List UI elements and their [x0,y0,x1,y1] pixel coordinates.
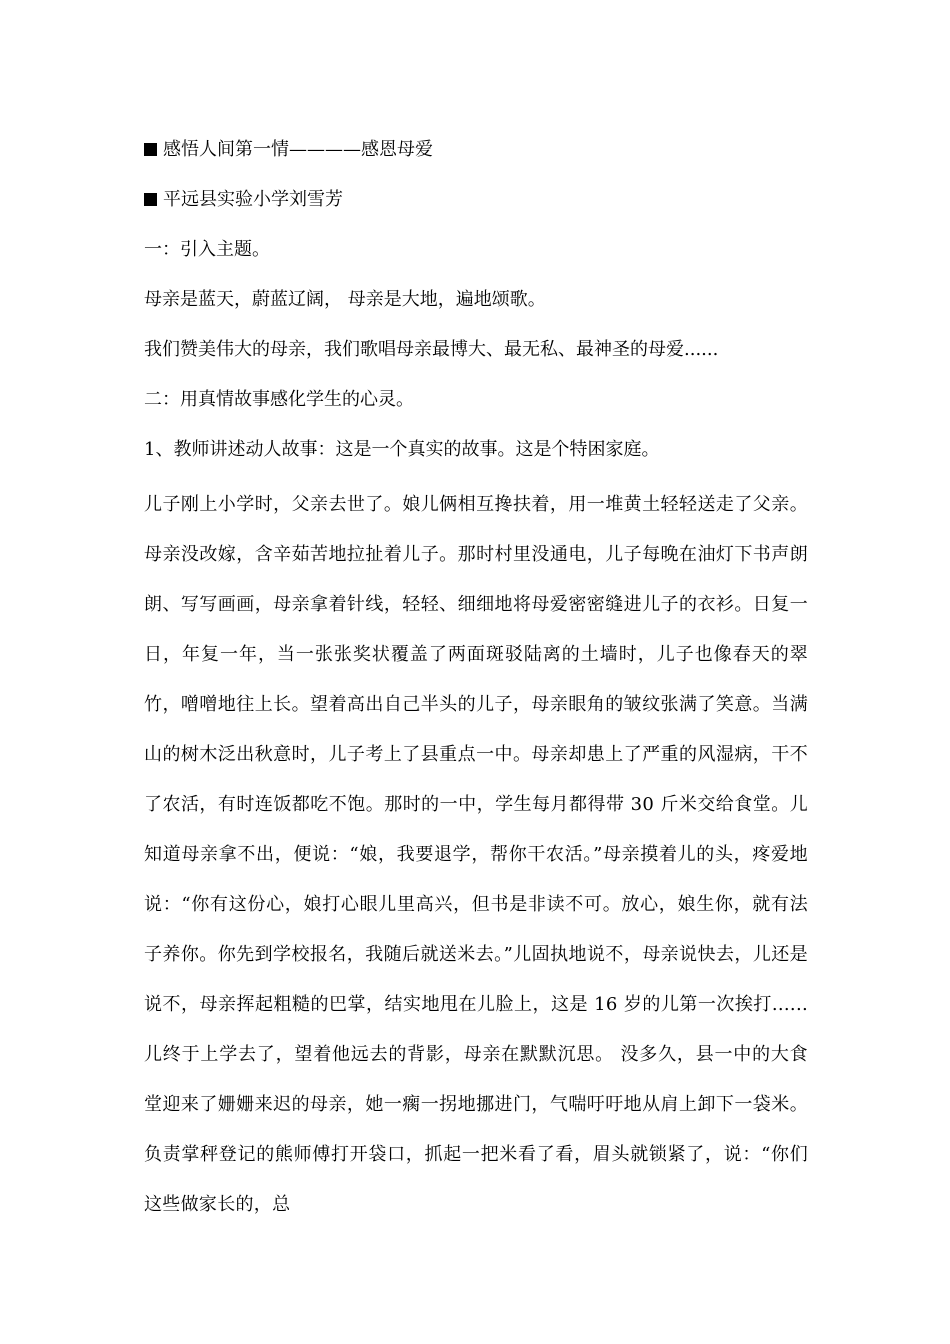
heading-author-text: 平远县实验小学刘雪芳 [163,189,343,210]
heading-author [144,188,343,212]
story-body [144,480,808,1230]
story-intro-item: 1、教师讲述动人故事：这是一个真实的故事。这是个特困家庭。 [144,439,660,460]
square-bullet-icon [144,143,157,156]
section-2-title: 二：用真情故事感化学生的心灵。 [144,389,414,410]
intro-line-2: 我们赞美伟大的母亲，我们歌唱母亲最博大、最无私、最神圣的母爱...... [144,339,719,360]
heading-title [144,138,433,162]
story-paragraph: 儿子刚上小学时，父亲去世了。娘儿俩相互搀扶着，用一堆黄土轻轻送走了父亲。母亲没改嫁，含辛茹苦地拉扯着儿子。那时村里没通电，儿子每晚在油灯下书声朗朗、写写画画，母亲拿着针线，轻轻、细细地将母爱密密缝进儿子的衣衫。日复一日，年复一年，当一张张奖状覆盖了两面斑驳陆离的土墙时，儿子也像春天的翠竹，噌噌地往上长。望着高出自己半头的儿子，母亲眼角的皱纹张满了笑意。当满山的树木泛出秋意时，儿子考上了县重点一中。母亲却患上了严重的风湿病，干不了农活，有时连饭都吃不饱。那时的一中，学生每月都得带 30 斤米交给食堂。儿知道母亲拿不出，便说：“娘，我要退学，帮你干农活。”母亲摸着儿的头，疼爱地说：“你有这份心，娘打心眼儿里高兴，但书是非读不可。放心，娘生你，就有法子养你。你先到学校报名，我随后就送米去。”儿固执地说不，母亲说快去，儿还是说不，母亲挥起粗糙的巴掌，结实地甩在儿脸上，这是 16 岁的儿第一次挨打......儿终于上学去了，望着他远去的背影，母亲在默默沉思。 没多久，县一中的大食堂迎来了姗姗来迟的母亲，她一瘸一拐地挪进门，气喘吁吁地从肩上卸下一袋米。负责掌秤登记的熊师傅打开袋口，抓起一把米看了看，眉头就锁紧了，说：“你们这些做家长的，总 [144,494,808,1215]
heading-title-text: 感悟人间第一情————感恩母爱 [163,139,433,160]
square-bullet-icon [144,193,157,206]
intro-line-1: 母亲是蓝天，蔚蓝辽阔， 母亲是大地，遍地颂歌。 [144,289,546,310]
section-1-title: 一：引入主题。 [144,239,270,260]
